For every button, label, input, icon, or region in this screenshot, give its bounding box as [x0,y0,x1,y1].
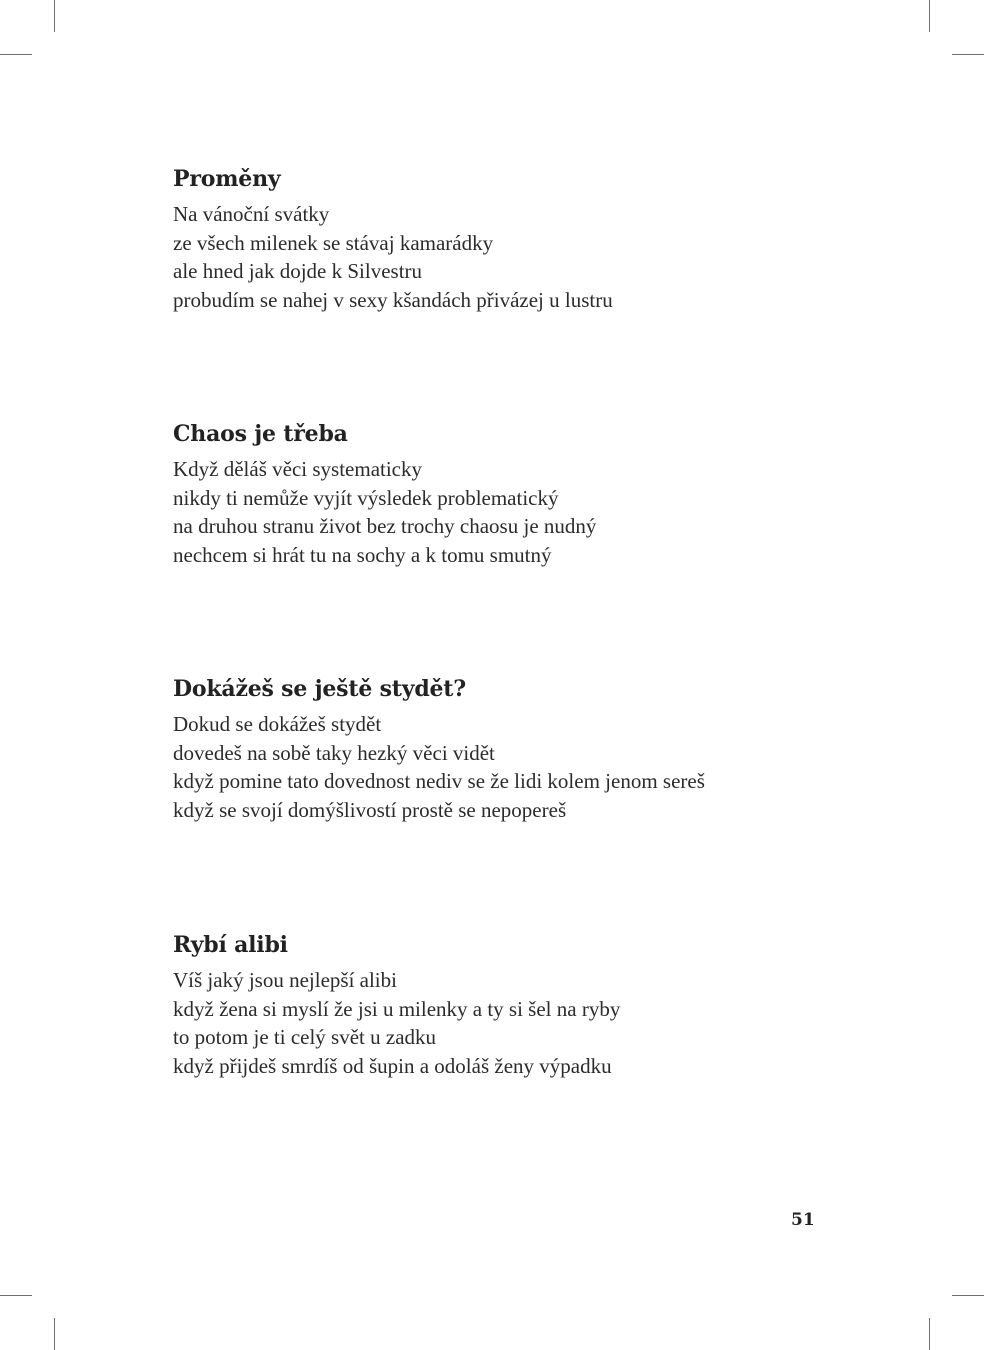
crop-mark-top-left-vertical [54,0,55,32]
poem-chaos-je-treba [173,421,813,569]
poem-dokazes-se-jeste-stydet [173,676,813,824]
poem-title: Dokážeš se ještě stydět? [173,676,466,702]
crop-mark-bottom-left-vertical [54,1318,55,1350]
crop-mark-bottom-right-vertical [929,1318,930,1350]
poem-line: když pomine tato dovednost nediv se že lidi kolem jenom sereš [173,769,705,793]
poem-promeny [173,166,813,314]
crop-mark-top-right-vertical [929,0,930,32]
poem-line: Víš jaký jsou nejlepší alibi [173,968,397,992]
poem-line: když se svojí domýšlivostí prostě se nepopereš [173,797,567,822]
poem-title: Chaos je třeba [173,421,348,447]
poem-line: Na vánoční svátky [173,202,330,226]
poem-line: dovedeš na sobě taky hezký věci vidět [173,740,495,765]
crop-mark-bottom-right-horizontal [952,1295,984,1296]
crop-mark-top-right-horizontal [952,54,984,55]
poem-line: to potom je ti celý svět u zadku [173,1025,437,1049]
poem-line: na druhou stranu život bez trochy chaosu je nudný [173,514,597,538]
poem-line: když přijdeš smrdíš od šupin a odoláš ženy výpadku [173,1053,612,1078]
poem-rybi-alibi [173,932,813,1080]
crop-mark-top-left-horizontal [0,54,32,55]
crop-mark-bottom-left-horizontal [0,1295,32,1296]
poem-line: ale hned jak dojde k Silvestru [173,259,423,283]
poem-line: Když děláš věci systematicky [173,457,423,481]
poem-line: Dokud se dokážeš stydět [173,712,382,736]
poem-title: Proměny [173,166,281,192]
poem-line: nechcem si hrát tu na sochy a k tomu smutný [173,542,552,567]
poem-line: ze všech milenek se stávaj kamarádky [173,230,494,255]
poem-line: nikdy ti nemůže vyjít výsledek problematický [173,485,559,510]
poem-title: Rybí alibi [173,932,288,958]
page-number: 51 [791,1210,815,1230]
poem-line: probudím se nahej v sexy kšandách přivázej u lustru [173,287,613,312]
poem-line: když žena si myslí že jsi u milenky a ty si šel na ryby [173,996,621,1021]
